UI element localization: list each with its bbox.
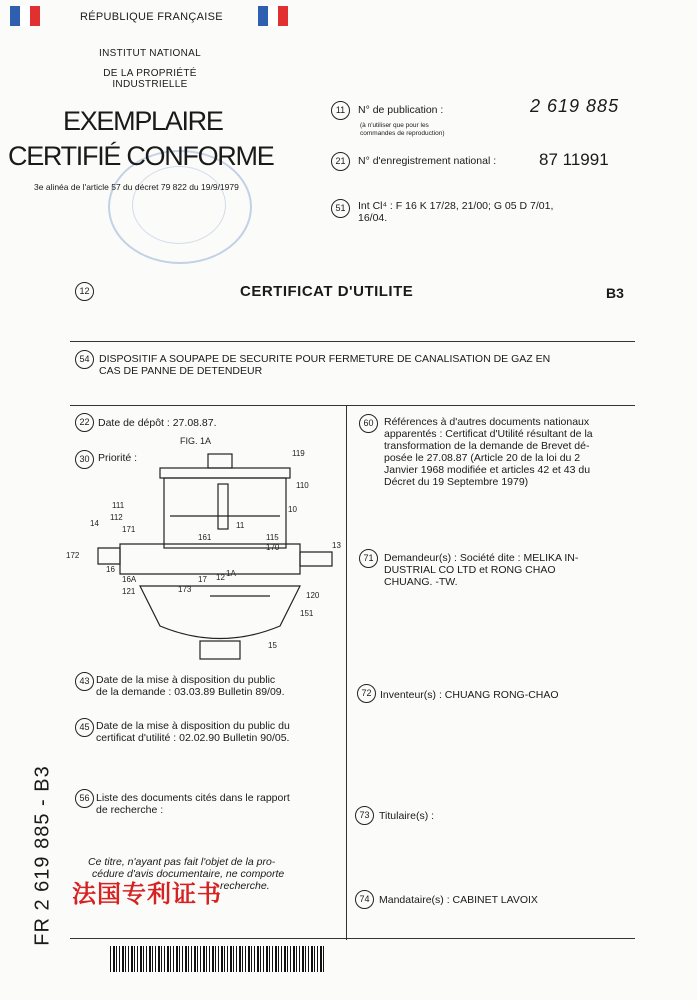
flag-stripe bbox=[30, 6, 40, 26]
code-60: 60 bbox=[359, 414, 378, 433]
title-line1: DISPOSITIF A SOUPAPE DE SECURITE POUR FERMETURE DE CANALISATION DE GAZ EN bbox=[99, 353, 551, 365]
drawing-reference-label: 16 bbox=[106, 565, 115, 574]
references-line4: posée le 27.08.87 (Article 20 de la loi du 2 bbox=[384, 452, 581, 464]
holder: Titulaire(s) : bbox=[379, 810, 435, 822]
drawing-reference-label: 13 bbox=[332, 541, 341, 550]
code-12: 12 bbox=[75, 282, 94, 301]
divider bbox=[70, 341, 635, 342]
code-22: 22 bbox=[75, 413, 94, 432]
public-date-cert-line1: Date de la mise à disposition du public du bbox=[96, 720, 290, 732]
side-publication-number: FR 2 619 885 - B3 bbox=[31, 765, 54, 946]
filing-date: Date de dépôt : 27.08.87. bbox=[98, 417, 217, 429]
drawing-reference-label: 112 bbox=[110, 513, 123, 522]
publication-label: N° de publication : bbox=[358, 104, 444, 116]
official-stamp-inner bbox=[132, 166, 226, 244]
drawing-reference-label: 171 bbox=[122, 525, 136, 534]
drawing-reference-label: 12 bbox=[216, 573, 225, 582]
decree-note: 3e alinéa de l'article 57 du décret 79 822 du 19/9/1979 bbox=[34, 182, 239, 192]
figure-label: FIG. 1A bbox=[180, 436, 212, 446]
references-line1: Références à d'autres documents nationaux bbox=[384, 416, 590, 428]
drawing-reference-label: 14 bbox=[90, 519, 99, 528]
cited-docs-line2: de recherche : bbox=[96, 804, 164, 816]
drawing-reference-label: 115 bbox=[266, 533, 279, 542]
drawing-reference-label: 111 bbox=[112, 501, 125, 510]
drawing-reference-label: 17 bbox=[198, 575, 207, 584]
publication-number: 2 619 885 bbox=[530, 96, 620, 116]
code-51: 51 bbox=[331, 199, 350, 218]
flag-stripe bbox=[258, 6, 268, 26]
code-73: 73 bbox=[355, 806, 374, 825]
references-line2: apparentés : Certificat d'Utilité résultant de la bbox=[384, 428, 593, 440]
registration-label: N° d'enregistrement national : bbox=[358, 155, 497, 167]
drawing-reference-label: 11 bbox=[236, 521, 245, 530]
code-30: 30 bbox=[75, 450, 94, 469]
drawing-reference-label: 170 bbox=[266, 543, 280, 552]
flag-stripe bbox=[268, 6, 278, 26]
drawing-reference-label: 173 bbox=[178, 585, 192, 594]
cited-docs-line1: Liste des documents cités dans le rapport bbox=[96, 792, 290, 804]
publication-note2: commandes de reproduction) bbox=[360, 130, 445, 137]
drawing-reference-label: 120 bbox=[306, 591, 320, 600]
public-date-demand-line2: de la demande : 03.03.89 Bulletin 89/09. bbox=[96, 686, 285, 698]
references-line6: Décret du 19 Septembre 1979) bbox=[384, 476, 529, 488]
note-line2: cédure d'avis documentaire, ne comporte bbox=[92, 868, 285, 880]
drawing-reference-label: 16A bbox=[122, 575, 137, 584]
publication-note1: (à n'utiliser que pour les bbox=[360, 122, 429, 129]
code-74: 74 bbox=[355, 890, 374, 909]
code-43: 43 bbox=[75, 672, 94, 691]
flag-stripe bbox=[10, 6, 20, 26]
note-line3: recherche. bbox=[220, 880, 270, 892]
certified-line2: CERTIFIÉ CONFORME bbox=[8, 141, 274, 171]
priority: Priorité : bbox=[98, 452, 138, 464]
applicant-line1: Demandeur(s) : Société dite : MELIKA IN- bbox=[384, 552, 579, 564]
note-line1: Ce titre, n'ayant pas fait l'objet de la pro- bbox=[88, 856, 276, 868]
drawing-reference-label: 110 bbox=[296, 481, 309, 490]
agent: Mandataire(s) : CABINET LAVOIX bbox=[379, 894, 538, 906]
applicant-line2: DUSTRIAL CO LTD et RONG CHAO bbox=[384, 564, 556, 576]
public-date-cert-line2: certificat d'utilité : 02.02.90 Bulletin 90/05. bbox=[96, 732, 290, 744]
code-71: 71 bbox=[359, 549, 378, 568]
inventor: Inventeur(s) : CHUANG RONG-CHAO bbox=[380, 689, 559, 701]
bottom-divider bbox=[70, 938, 635, 939]
public-date-demand-line1: Date de la mise à disposition du public bbox=[96, 674, 276, 686]
int-class-line1: Int Cl⁴ : F 16 K 17/28, 21/00; G 05 D 7/01, bbox=[358, 200, 554, 212]
code-54: 54 bbox=[75, 350, 94, 369]
flag-left bbox=[10, 6, 40, 26]
institute-line2: DE LA PROPRIÉTÉ INDUSTRIELLE bbox=[103, 68, 197, 90]
flag-stripe bbox=[20, 6, 30, 26]
registration-number: 87 11991 bbox=[539, 150, 609, 169]
drawing-reference-label: 121 bbox=[122, 587, 136, 596]
drawing-reference-label: 161 bbox=[198, 533, 212, 542]
title-line2: CAS DE PANNE DE DETENDEUR bbox=[99, 365, 263, 377]
drawing-reference-label: 119 bbox=[292, 449, 305, 458]
institute-line1: INSTITUT NATIONAL bbox=[99, 48, 201, 59]
code-11: 11 bbox=[331, 101, 350, 120]
drawing-reference-label: 172 bbox=[66, 551, 80, 560]
references-line3: transformation de la demande de Brevet dé- bbox=[384, 440, 590, 452]
chinese-caption: 法国专利证书 bbox=[72, 879, 222, 908]
int-class-line2: 16/04. bbox=[358, 212, 388, 224]
drawing-reference-label: 151 bbox=[300, 609, 314, 618]
code-21: 21 bbox=[331, 152, 350, 171]
document-kind: B3 bbox=[606, 285, 624, 301]
flag-right bbox=[258, 6, 288, 26]
document-type: CERTIFICAT D'UTILITE bbox=[240, 283, 414, 300]
flag-stripe bbox=[278, 6, 288, 26]
certified-line1: EXEMPLAIRE bbox=[63, 106, 223, 136]
technical-drawing bbox=[60, 436, 350, 676]
divider bbox=[70, 405, 635, 406]
drawing-reference-label: 15 bbox=[268, 641, 277, 650]
republic-heading: RÉPUBLIQUE FRANÇAISE bbox=[80, 11, 223, 23]
applicant-line3: CHUANG. -TW. bbox=[384, 576, 458, 588]
barcode bbox=[110, 946, 325, 972]
code-56: 56 bbox=[75, 789, 94, 808]
code-45: 45 bbox=[75, 718, 94, 737]
code-72: 72 bbox=[357, 684, 376, 703]
drawing-reference-label: 10 bbox=[288, 505, 297, 514]
drawing-reference-label: 1A bbox=[226, 569, 236, 578]
references-line5: Janvier 1968 modifiée et articles 42 et 43 du bbox=[384, 464, 591, 476]
